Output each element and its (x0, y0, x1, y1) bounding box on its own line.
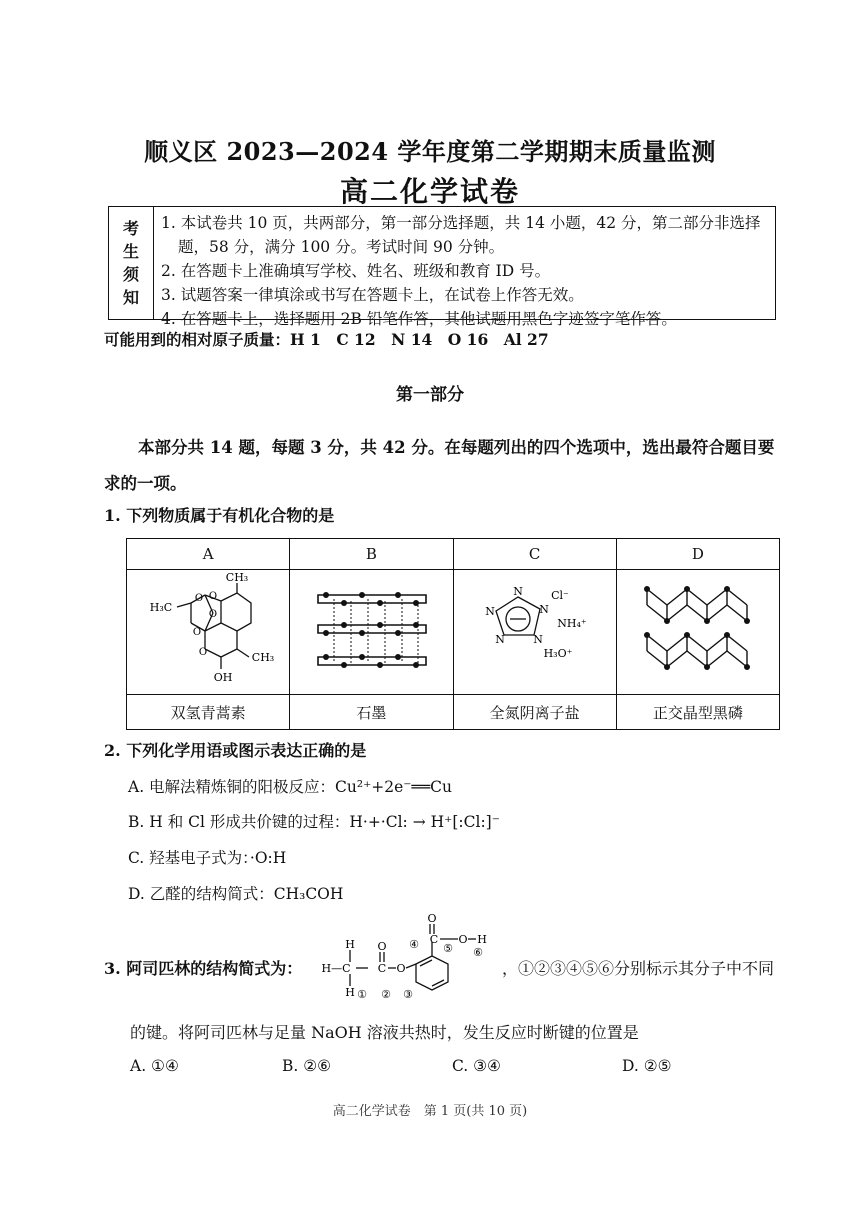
pentazolate-salt-structure (460, 571, 610, 689)
q1-d-structure (616, 570, 779, 695)
a-o4: O (193, 627, 202, 638)
q1-options-table (126, 538, 780, 730)
q1-col-d: D (616, 539, 779, 570)
notice-label-char: 须 (122, 265, 139, 284)
aspirin-h-top: H (345, 938, 355, 951)
c-n2: N (538, 603, 549, 616)
a-o1: O (195, 593, 204, 604)
q1-name-c: 全氮阴离子盐 (453, 695, 616, 730)
c-cl: Cl⁻ (550, 589, 569, 602)
graphite-structure (296, 571, 446, 689)
a-o2: O (209, 591, 218, 602)
black-phosphorus-structure (623, 571, 773, 689)
c-n4: N (494, 633, 505, 646)
c-n3: N (532, 633, 543, 646)
q2-option-c (128, 846, 286, 868)
q2-option-b (128, 810, 500, 832)
c-n5: N (484, 605, 495, 618)
atomic-masses: 可能用到的相对原子质量：H 1 C 12 N 14 O 16 Al 27 (104, 330, 549, 349)
notice-items (161, 211, 769, 331)
q2-stem: 2. 下列化学用语或图示表达正确的是 (104, 741, 367, 760)
q3-stem-line2: 的键。将阿司匹林与足量 NaOH 溶液共热时，发生反应时断键的位置是 (130, 1023, 639, 1042)
dihydroartemisinin-structure (133, 571, 283, 689)
q3-stem-pre: 3. 阿司匹林的结构简式为： (104, 959, 303, 978)
q2-option-b-left: H·+·Cl: (349, 813, 408, 831)
notice-box (108, 206, 776, 328)
notice-label (109, 207, 154, 319)
q2-option-d: D. 乙醛的结构简式：CH₃COH (128, 885, 344, 903)
notice-item: 3. 试题答案一律填涂或书写在答题卡上，在试卷上作答无效。 (161, 286, 584, 304)
bond-marker-6: ⑥ (473, 946, 483, 959)
notice-item: 2. 在答题卡上准确填写学校、姓名、班级和教育 ID 号。 (161, 262, 551, 280)
a-o3: O (209, 609, 218, 620)
aspirin-h-bottom: H (345, 986, 355, 999)
notice-label-char: 知 (122, 288, 139, 307)
q3-option-c: C. ③④ (452, 1057, 501, 1075)
part-title: 第一部分 (396, 385, 464, 405)
aspirin-structure (306, 912, 506, 1012)
a-ch3-top: CH₃ (225, 571, 249, 584)
q1-col-c: C (453, 539, 616, 570)
q1-col-a: A (127, 539, 290, 570)
a-oh: OH (213, 671, 233, 684)
q3-option-d: D. ②⑤ (622, 1057, 672, 1075)
q1-col-b: B (290, 539, 453, 570)
notice-item: 4. 在答题卡上，选择题用 2B 铅笔作答，其他试题用黑色字迹签字笔作答。 (161, 310, 677, 328)
notice-label-char: 生 (122, 242, 139, 261)
q1-a-structure (127, 570, 290, 695)
bond-marker-2: ② (381, 988, 391, 1001)
a-ch3-right: CH₃ (251, 651, 275, 664)
page-footer: 高二化学试卷 第 1 页(共 10 页) (332, 1104, 528, 1119)
bond-marker-3: ③ (403, 988, 413, 1001)
aspirin-h-acid: H (477, 933, 487, 946)
aspirin-o-carbonyl: O (377, 940, 387, 953)
aspirin-c1: C (377, 962, 387, 975)
q1-c-structure (453, 570, 616, 695)
q2-option-b-text: B. H 和 Cl 形成共价键的过程： (128, 813, 350, 831)
part-description: 本部分共 14 题，每题 3 分，共 42 分。在每题列出的四个选项中，选出最符合题目要求的一项。 (104, 438, 775, 493)
q2-option-a: A. 电解法精炼铜的阳极反应：Cu²⁺+2e⁻══Cu (128, 778, 452, 796)
q3-stem-post: ，①②③④⑤⑥分别标示其分子中不同 (502, 959, 775, 978)
notice-item: 1. 本试卷共 10 页，共两部分，第一部分选择题，共 14 小题，42 分，第二部分非选择题，58 分，满分 100 分。考试时间 90 分钟。 (161, 214, 761, 256)
a-h3c: H₃C (149, 601, 173, 614)
aspirin-o-top: O (427, 912, 437, 925)
q1-b-structure (290, 570, 453, 695)
c-h3o: H₃O⁺ (543, 647, 573, 660)
bond-marker-4: ④ (409, 938, 419, 951)
exam-title: 顺义区 2023—2024 学年度第二学期期末质量监测 (144, 137, 716, 166)
notice-label-char: 考 (122, 219, 139, 238)
q1-name-b: 石墨 (290, 695, 453, 730)
c-n1: N (512, 585, 523, 598)
q3-option-b: B. ②⑥ (282, 1057, 332, 1075)
a-o5: O (199, 647, 208, 658)
aspirin-h-left: H—C (321, 962, 351, 975)
q2-option-b-right: H⁺[:Cl:]⁻ (430, 813, 500, 831)
q1-stem: 1. 下列物质属于有机化合物的是 (104, 506, 335, 525)
c-nh4: NH₄⁺ (556, 617, 587, 630)
exam-subtitle: 高二化学试卷 (339, 175, 520, 208)
q1-name-d: 正交晶型黑磷 (616, 695, 779, 730)
aspirin-o-acid: O (458, 933, 468, 946)
q1-name-a: 双氢青蒿素 (127, 695, 290, 730)
q2-option-c-text: C. 羟基电子式为： (128, 849, 250, 867)
bond-marker-1: ① (357, 988, 367, 1001)
q2-option-b-arrow: → (412, 813, 426, 831)
aspirin-o-ester: O (396, 962, 406, 975)
q2-option-c-formula: ·O:H (249, 849, 287, 867)
q3-option-a: A. ①④ (130, 1057, 179, 1075)
bond-marker-5: ⑤ (443, 942, 453, 955)
aspirin-c-top: C (429, 933, 439, 946)
